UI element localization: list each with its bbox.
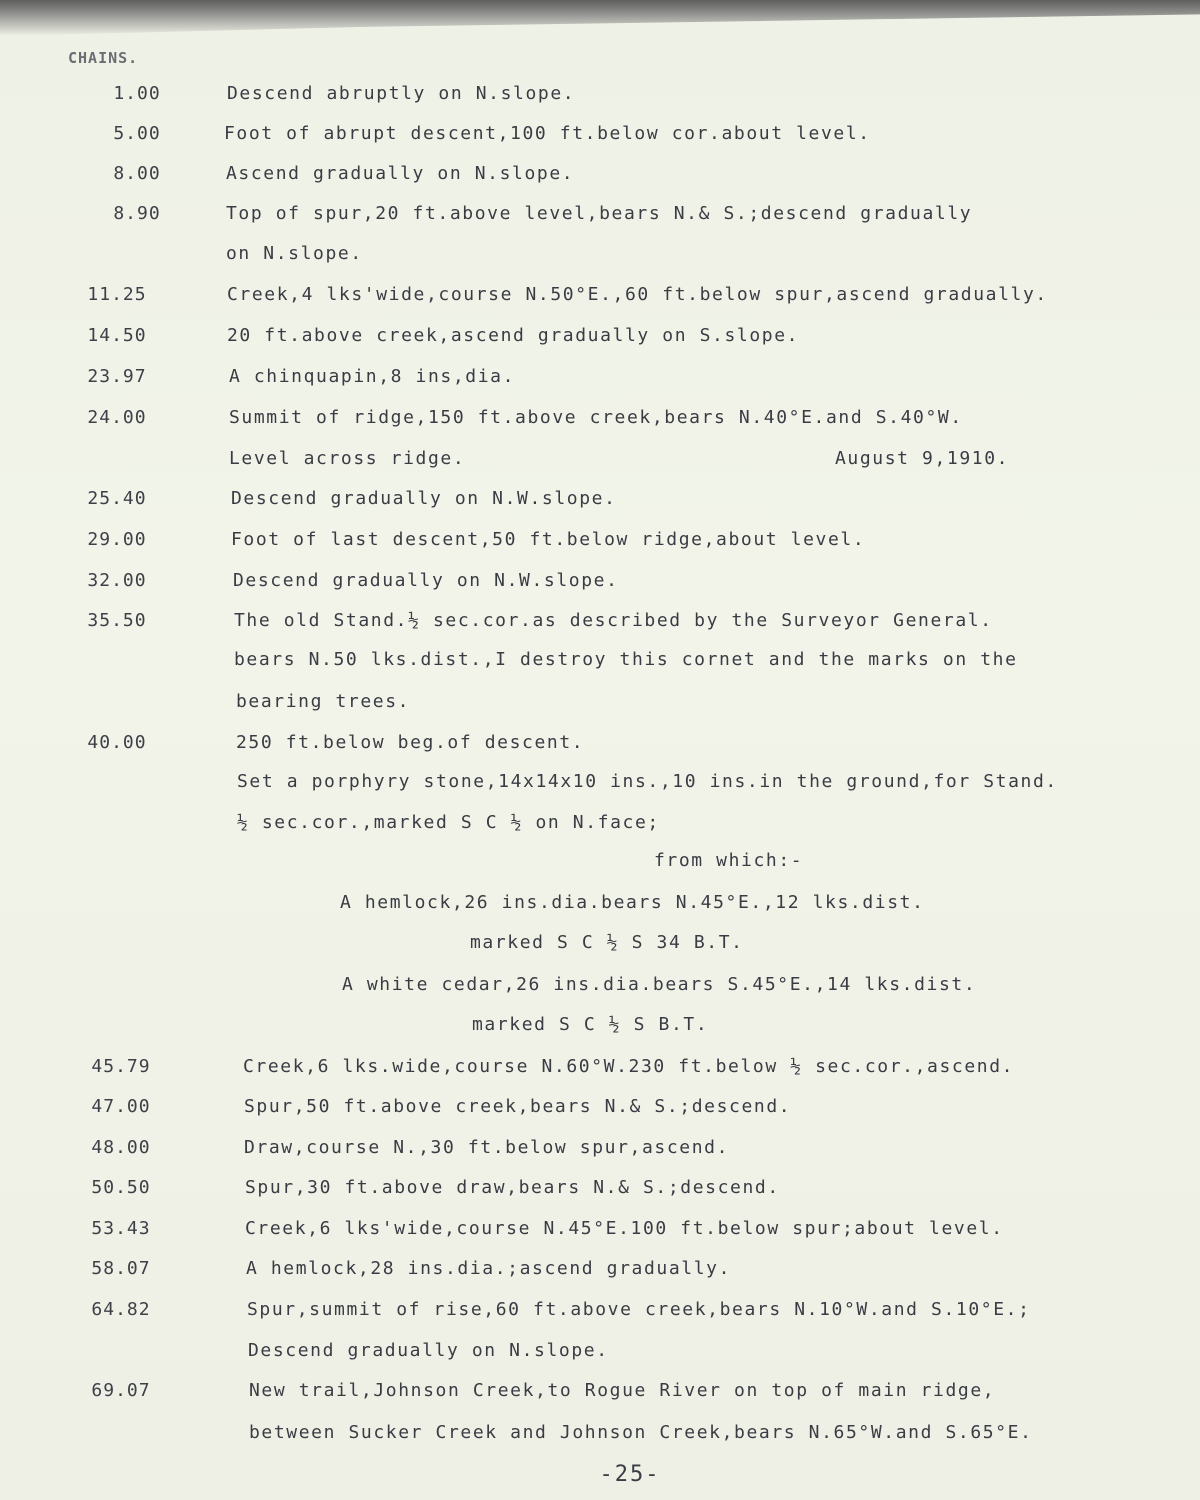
note-line bbox=[0, 691, 1200, 727]
note-text: marked S C ½ S B.T. bbox=[472, 1014, 709, 1035]
note-text: A hemlock,28 ins.dia.;ascend gradually. bbox=[246, 1258, 732, 1279]
note-text: 20 ft.above creek,ascend gradually on S.slope. bbox=[227, 325, 800, 346]
note-line bbox=[0, 570, 1200, 606]
note-line bbox=[0, 1056, 1200, 1092]
note-text: 250 ft.below beg.of descent. bbox=[236, 732, 585, 753]
note-text: Creek,6 lks.wide,course N.60°W.230 ft.below ½ sec.cor.,ascend. bbox=[243, 1056, 1015, 1077]
chainage-value: 1.00 bbox=[113, 83, 161, 104]
note-line bbox=[0, 123, 1200, 159]
note-line bbox=[0, 488, 1200, 524]
note-line bbox=[0, 366, 1200, 402]
note-line bbox=[0, 284, 1200, 320]
note-line bbox=[0, 1096, 1200, 1132]
note-text: A hemlock,26 ins.dia.bears N.45°E.,12 lks.dist. bbox=[340, 892, 925, 913]
chainage-value: 48.00 bbox=[91, 1137, 151, 1158]
note-line bbox=[0, 529, 1200, 565]
chainage-value: 40.00 bbox=[87, 732, 147, 753]
chainage-value: 50.50 bbox=[91, 1177, 151, 1198]
note-text: Descend gradually on N.W.slope. bbox=[231, 488, 617, 509]
note-text: bearing trees. bbox=[236, 691, 411, 712]
note-line bbox=[0, 163, 1200, 199]
note-text: Descend abruptly on N.slope. bbox=[227, 83, 576, 104]
note-line bbox=[0, 203, 1200, 239]
note-text: Foot of last descent,50 ft.below ridge,about level. bbox=[231, 529, 866, 550]
note-text: Summit of ridge,150 ft.above creek,bears N.40°E.and S.40°W. bbox=[229, 407, 963, 428]
note-text: Spur,summit of rise,60 ft.above creek,bears N.10°W.and S.10°E.; bbox=[247, 1299, 1031, 1320]
note-line bbox=[0, 610, 1200, 646]
note-line bbox=[0, 932, 1200, 968]
note-text: Spur,50 ft.above creek,bears N.& S.;descend. bbox=[244, 1096, 792, 1117]
note-text: Creek,6 lks'wide,course N.45°E.100 ft.below spur;about level. bbox=[245, 1218, 1004, 1239]
chainage-value: 53.43 bbox=[91, 1218, 151, 1239]
chainage-value: 29.00 bbox=[87, 529, 147, 550]
note-line bbox=[0, 771, 1200, 807]
note-text: Top of spur,20 ft.above level,bears N.& S.;descend gradually bbox=[226, 203, 973, 224]
note-text: bears N.50 lks.dist.,I destroy this cornet and the marks on the bbox=[234, 649, 1018, 670]
note-date: August 9,1910. bbox=[835, 448, 1010, 469]
note-line bbox=[0, 325, 1200, 361]
note-line bbox=[0, 732, 1200, 768]
note-line bbox=[0, 850, 1200, 886]
note-line bbox=[0, 1218, 1200, 1254]
note-text: Level across ridge. bbox=[229, 448, 466, 469]
note-text: Spur,30 ft.above draw,bears N.& S.;descend. bbox=[245, 1177, 780, 1198]
note-line bbox=[0, 649, 1200, 685]
note-text: ½ sec.cor.,marked S C ½ on N.face; bbox=[237, 812, 660, 833]
note-line bbox=[0, 1137, 1200, 1173]
note-line bbox=[0, 448, 1200, 484]
note-text: from which:- bbox=[654, 850, 804, 871]
note-line bbox=[0, 1422, 1200, 1458]
note-line bbox=[0, 1380, 1200, 1416]
chainage-value: 69.07 bbox=[91, 1380, 151, 1401]
note-line bbox=[0, 1177, 1200, 1213]
chainage-value: 23.97 bbox=[87, 366, 147, 387]
note-text: Creek,4 lks'wide,course N.50°E.,60 ft.below spur,ascend gradually. bbox=[227, 284, 1048, 305]
note-text: marked S C ½ S 34 B.T. bbox=[470, 932, 744, 953]
chainage-value: 8.00 bbox=[113, 163, 161, 184]
chainage-value: 35.50 bbox=[87, 610, 147, 631]
note-text: Draw,course N.,30 ft.below spur,ascend. bbox=[244, 1137, 730, 1158]
chainage-value: 32.00 bbox=[87, 570, 147, 591]
chainage-value: 24.00 bbox=[87, 407, 147, 428]
chainage-value: 58.07 bbox=[91, 1258, 151, 1279]
chainage-value: 45.79 bbox=[91, 1056, 151, 1077]
note-line bbox=[0, 243, 1200, 279]
chainage-value: 11.25 bbox=[87, 284, 147, 305]
note-text: The old Stand.½ sec.cor.as described by the Surveyor General. bbox=[234, 610, 993, 631]
note-line bbox=[0, 1299, 1200, 1335]
note-line bbox=[0, 812, 1200, 848]
note-text: Descend gradually on N.W.slope. bbox=[233, 570, 619, 591]
note-text: on N.slope. bbox=[226, 243, 363, 264]
chainage-value: 64.82 bbox=[91, 1299, 151, 1320]
note-line bbox=[0, 1014, 1200, 1050]
chainage-value: 5.00 bbox=[113, 123, 161, 144]
chainage-value: 25.40 bbox=[87, 488, 147, 509]
page-number: -25- bbox=[599, 1462, 661, 1487]
chainage-value: 47.00 bbox=[91, 1096, 151, 1117]
chainage-value: 8.90 bbox=[113, 203, 161, 224]
chainage-value: 14.50 bbox=[87, 325, 147, 346]
note-text: between Sucker Creek and Johnson Creek,bears N.65°W.and S.65°E. bbox=[249, 1422, 1033, 1443]
note-line bbox=[0, 1258, 1200, 1294]
note-text: Ascend gradually on N.slope. bbox=[226, 163, 575, 184]
note-text: Set a porphyry stone,14x14x10 ins.,10 ins.in the ground,for Stand. bbox=[237, 771, 1058, 792]
note-line bbox=[0, 407, 1200, 443]
note-line bbox=[0, 974, 1200, 1010]
note-text: A white cedar,26 ins.dia.bears S.45°E.,14 lks.dist. bbox=[342, 974, 977, 995]
note-text: A chinquapin,8 ins,dia. bbox=[229, 366, 516, 387]
note-text: Foot of abrupt descent,100 ft.below cor.about level. bbox=[224, 123, 871, 144]
column-header-chains: CHAINS. bbox=[68, 49, 139, 67]
note-text: New trail,Johnson Creek,to Rogue River on top of main ridge, bbox=[249, 1380, 996, 1401]
note-text: Descend gradually on N.slope. bbox=[248, 1340, 609, 1361]
note-line bbox=[0, 892, 1200, 928]
note-line bbox=[0, 83, 1200, 119]
note-line bbox=[0, 1340, 1200, 1376]
